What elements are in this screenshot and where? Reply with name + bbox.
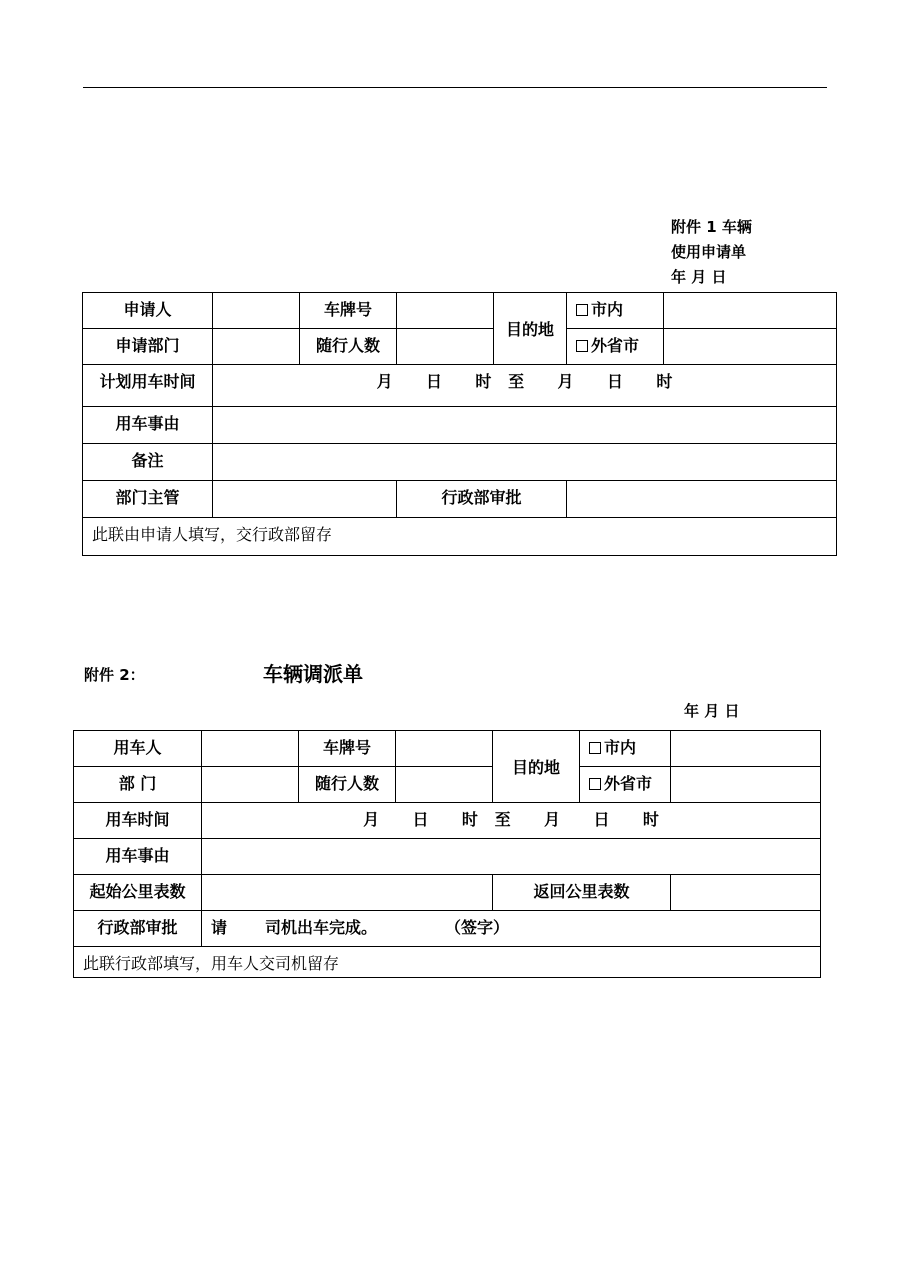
- department-label: 申请部门: [83, 329, 213, 365]
- remarks-field[interactable]: [213, 444, 837, 481]
- companions-field[interactable]: [396, 767, 493, 803]
- footer-note: 此联行政部填写，用车人交司机留存: [74, 947, 821, 978]
- form1-header-line2: 使用申请单: [671, 243, 747, 261]
- option-city-label: 市内: [604, 738, 637, 757]
- destination-label: 目的地: [493, 731, 580, 803]
- department-field[interactable]: [202, 767, 299, 803]
- checkbox-icon[interactable]: [576, 340, 588, 352]
- form2-attachment-label: 附件 2：: [84, 666, 145, 684]
- purpose-label: 用车事由: [83, 407, 213, 444]
- plate-label: 车牌号: [299, 731, 396, 767]
- footer-note: 此联由申请人填写，交行政部留存: [83, 518, 837, 556]
- plate-field[interactable]: [397, 293, 494, 329]
- user-field[interactable]: [202, 731, 299, 767]
- option-city[interactable]: [567, 293, 664, 329]
- time-field[interactable]: 月 日 时 至 月 日 时: [202, 803, 821, 839]
- checkbox-icon[interactable]: [576, 304, 588, 316]
- city-destination-field[interactable]: [664, 293, 837, 329]
- start-odometer-label: 起始公里表数: [74, 875, 202, 911]
- plate-field[interactable]: [396, 731, 493, 767]
- purpose-field[interactable]: [202, 839, 821, 875]
- outer-destination-field[interactable]: [664, 329, 837, 365]
- outer-destination-field[interactable]: [671, 767, 821, 803]
- return-odometer-label: 返回公里表数: [493, 875, 671, 911]
- option-outer-label: 外省市: [591, 336, 640, 355]
- form1-header-date: 年 月 日: [671, 268, 727, 286]
- companions-label: 随行人数: [300, 329, 397, 365]
- form2-header-date: 年 月 日: [684, 702, 740, 720]
- department-label: 部 门: [74, 767, 202, 803]
- option-outer[interactable]: [567, 329, 664, 365]
- user-label: 用车人: [74, 731, 202, 767]
- companions-label: 随行人数: [299, 767, 396, 803]
- approval-text-driver: 司机出车完成。: [265, 918, 378, 937]
- vehicle-dispatch-form: [73, 730, 821, 978]
- option-outer-label: 外省市: [604, 774, 653, 793]
- companions-field[interactable]: [397, 329, 494, 365]
- purpose-field[interactable]: [213, 407, 837, 444]
- city-destination-field[interactable]: [671, 731, 821, 767]
- admin-approval-label: 行政部审批: [397, 481, 567, 518]
- destination-label: 目的地: [494, 293, 567, 365]
- checkbox-icon[interactable]: [589, 742, 601, 754]
- approval-field[interactable]: [202, 911, 821, 947]
- form1-header-line1: 附件 1 车辆: [671, 218, 752, 236]
- dept-head-label: 部门主管: [83, 481, 213, 518]
- dept-head-field[interactable]: [213, 481, 397, 518]
- remarks-label: 备注: [83, 444, 213, 481]
- planned-time-label: 计划用车时间: [83, 365, 213, 407]
- applicant-field[interactable]: [213, 293, 300, 329]
- admin-approval-field[interactable]: [567, 481, 837, 518]
- time-label: 用车时间: [74, 803, 202, 839]
- form2-title: 车辆调派单: [263, 662, 363, 686]
- approval-text-please: 请: [211, 918, 228, 937]
- checkbox-icon[interactable]: [589, 778, 601, 790]
- department-field[interactable]: [213, 329, 300, 365]
- return-odometer-field[interactable]: [671, 875, 821, 911]
- plate-label: 车牌号: [300, 293, 397, 329]
- signature-label: （签字）: [445, 918, 510, 937]
- applicant-label: 申请人: [83, 293, 213, 329]
- vehicle-request-form: [82, 292, 837, 556]
- option-city[interactable]: [580, 731, 671, 767]
- option-outer[interactable]: [580, 767, 671, 803]
- purpose-label: 用车事由: [74, 839, 202, 875]
- planned-time-field[interactable]: 月 日 时 至 月 日 时: [213, 365, 837, 407]
- option-city-label: 市内: [591, 300, 624, 319]
- header-rule: [83, 87, 827, 88]
- start-odometer-field[interactable]: [202, 875, 493, 911]
- admin-approval-label: 行政部审批: [74, 911, 202, 947]
